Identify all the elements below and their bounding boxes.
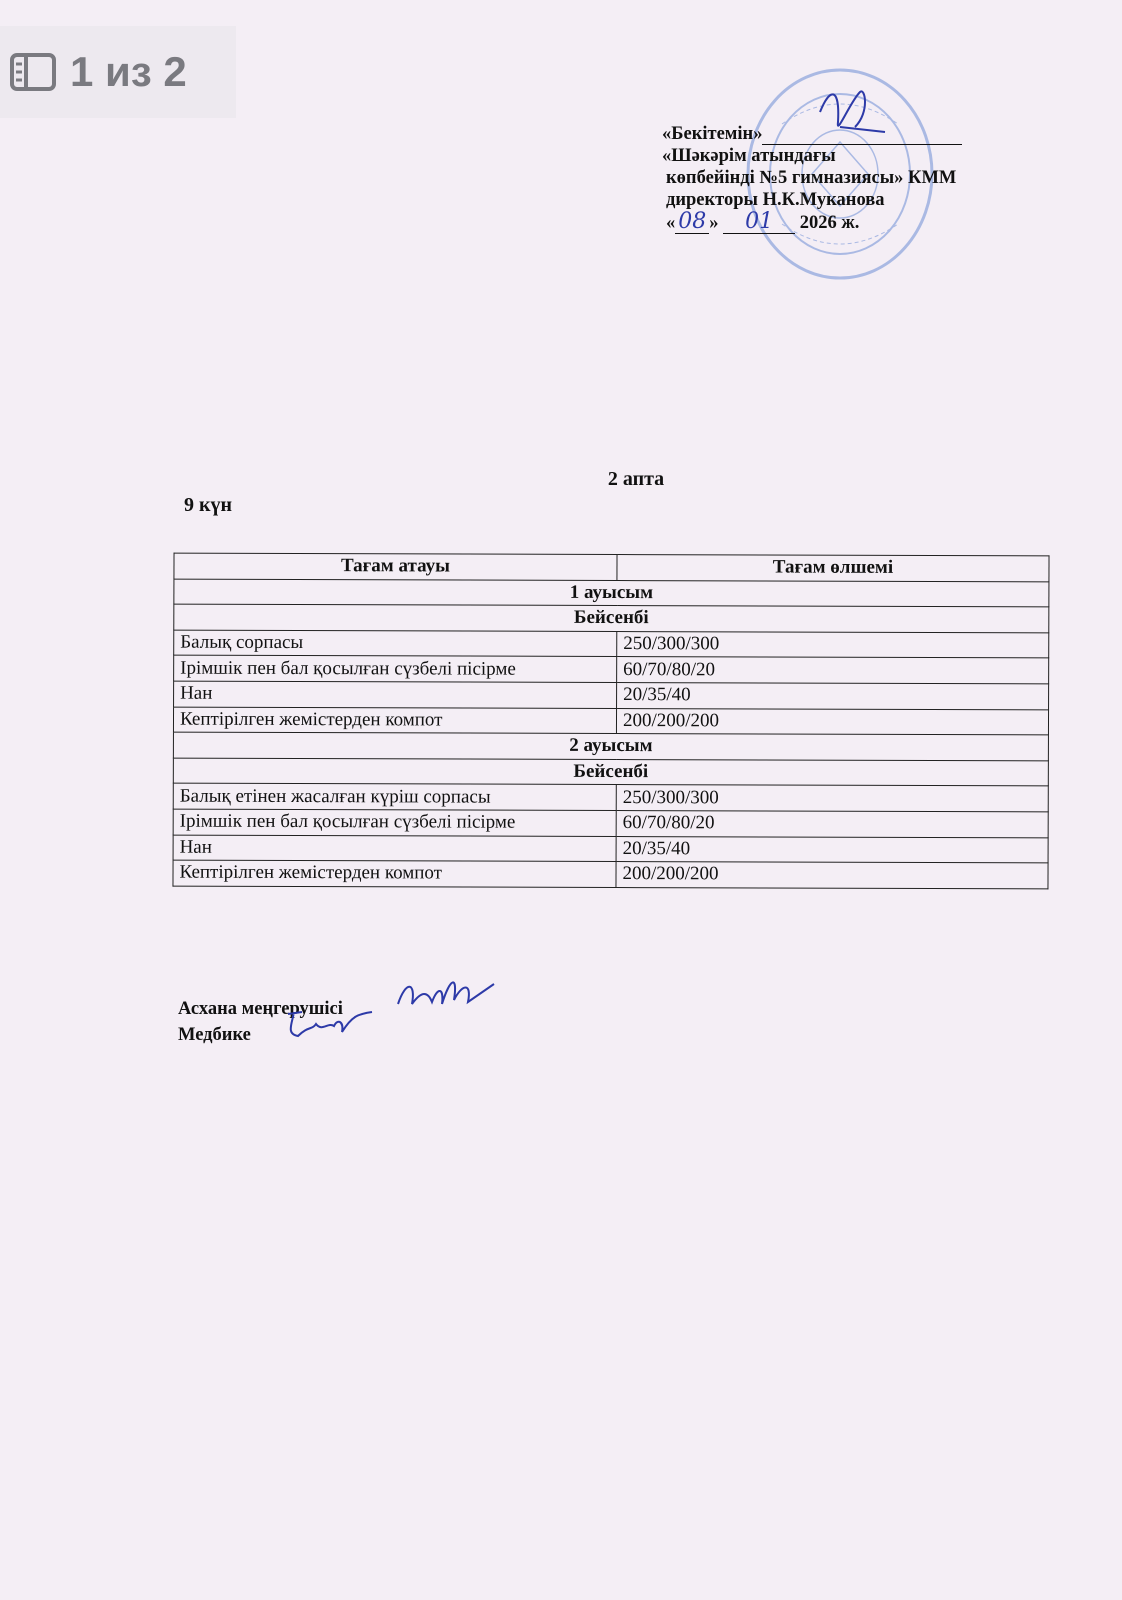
- table-row: Нан 20/35/40: [173, 835, 1048, 863]
- table-row: Балық етінен жасалған күріш сорпасы 250/300/300: [173, 783, 1048, 811]
- shift-row: 2 ауысым: [173, 732, 1048, 760]
- approval-school-line2: көпбейінді №5 гимназиясы» КММ: [666, 168, 957, 188]
- table-row: Кептірілген жемістерден компот 200/200/200: [173, 860, 1048, 888]
- table-row: Нан 20/35/40: [174, 681, 1049, 709]
- table-row: Балық сорпасы 250/300/300: [174, 630, 1049, 658]
- table-row: Ірімшік пен бал қосылған сүзбелі пісірме 60/70/80/20: [173, 809, 1048, 837]
- canteen-head-signature: [392, 970, 500, 1020]
- day-title: 9 күн: [184, 494, 233, 516]
- approval-director: директоры Н.К.Муканова: [666, 190, 885, 210]
- column-header-portion: Тағам өлшемі: [617, 555, 1049, 582]
- day-row: Бейсенбі: [173, 758, 1048, 786]
- approval-heading: «Бекітемін»: [662, 122, 1042, 145]
- canteen-head-label: Асхана меңгерушісі: [178, 999, 343, 1019]
- approval-date: « 08 » 01 2026 ж.: [666, 209, 860, 234]
- column-header-dish: Тағам атауы: [174, 553, 617, 580]
- date-day: 08: [675, 211, 709, 234]
- menu-table: [172, 553, 1049, 889]
- page-counter: 1 из 2: [70, 48, 187, 95]
- pages-icon: [10, 53, 56, 91]
- day-row: Бейсенбі: [174, 604, 1049, 632]
- table-row: Ірімшік пен бал қосылған сүзбелі пісірме 60/70/80/20: [174, 656, 1049, 684]
- nurse-signature: [282, 1004, 378, 1046]
- page-indicator[interactable]: [0, 26, 236, 118]
- date-month: 01: [723, 211, 795, 234]
- nurse-label: Медбике: [178, 1025, 251, 1045]
- week-title: 2 апта: [607, 468, 665, 490]
- approval-school-line1: «Шәкәрім атындағы: [662, 146, 836, 166]
- table-row: Кептірілген жемістерден компот 200/200/200: [173, 707, 1048, 735]
- table-header-row: [174, 553, 1049, 581]
- shift-row: 1 ауысым: [174, 579, 1049, 607]
- date-year: 2026 ж.: [799, 213, 860, 233]
- approval-block: [662, 122, 1042, 234]
